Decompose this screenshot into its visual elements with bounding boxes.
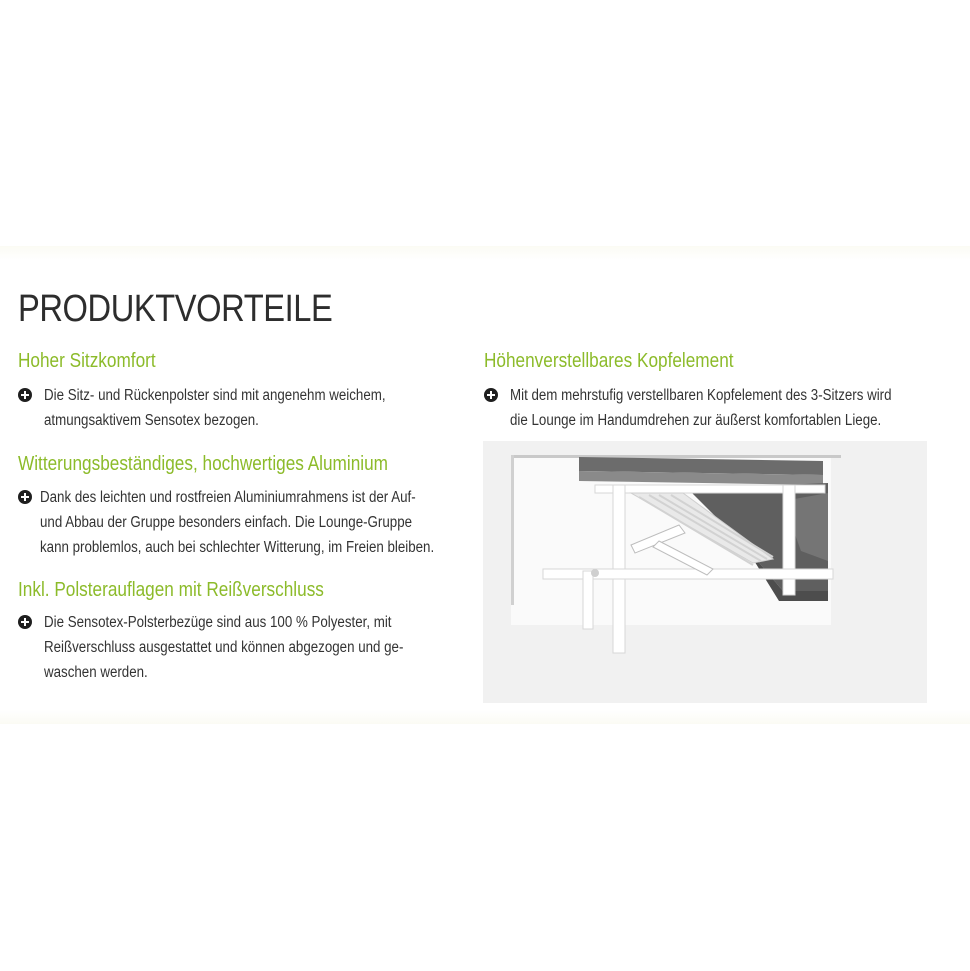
plus-circle-icon	[18, 388, 32, 402]
page-title: PRODUKTVORTEILE	[18, 288, 333, 330]
lounge-frame-illustration	[483, 441, 927, 703]
feature-item-polsterauflagen	[18, 610, 462, 685]
plus-circle-icon	[18, 615, 32, 629]
feature-heading-aluminium: Witterungsbeständiges, hochwertiges Aluminium	[18, 453, 388, 475]
feature-text-polsterauflagen: Die Sensotex-Polsterbezüge sind aus 100 % Polyester, mit Reißverschluss ausgestattet und können abgezogen und ge- waschen werden.	[44, 614, 404, 681]
feature-item-sitzkomfort	[18, 383, 441, 433]
feature-text-sitzkomfort: Die Sitz- und Rückenpolster sind mit angenehm weichem, atmungsaktivem Sensotex bezogen.	[44, 387, 386, 429]
feature-item-kopfelement	[484, 383, 954, 433]
feature-item-aluminium	[18, 485, 498, 560]
feature-heading-kopfelement: Höhenverstellbares Kopfelement	[484, 350, 734, 372]
feature-text-aluminium: Dank des leichten und rostfreien Aluminiumrahmens ist der Auf- und Abbau der Gruppe besonders einfach. Die Lounge-Gruppe kann problemlos, auch bei schlechter Witterung, im Freien bleiben.	[40, 489, 435, 556]
feature-heading-polsterauflagen: Inkl. Polsterauflagen mit Reißverschluss	[18, 579, 324, 601]
feature-heading-sitzkomfort: Hoher Sitzkomfort	[18, 350, 156, 372]
feature-text-kopfelement: Mit dem mehrstufig verstellbaren Kopfelement des 3-Sitzers wird die Lounge im Handumdrehen zur äußerst komfortablen Liege.	[510, 387, 892, 429]
plus-circle-icon	[484, 388, 498, 402]
plus-circle-icon	[18, 490, 32, 504]
adjustable-headrest-photo	[483, 441, 927, 703]
